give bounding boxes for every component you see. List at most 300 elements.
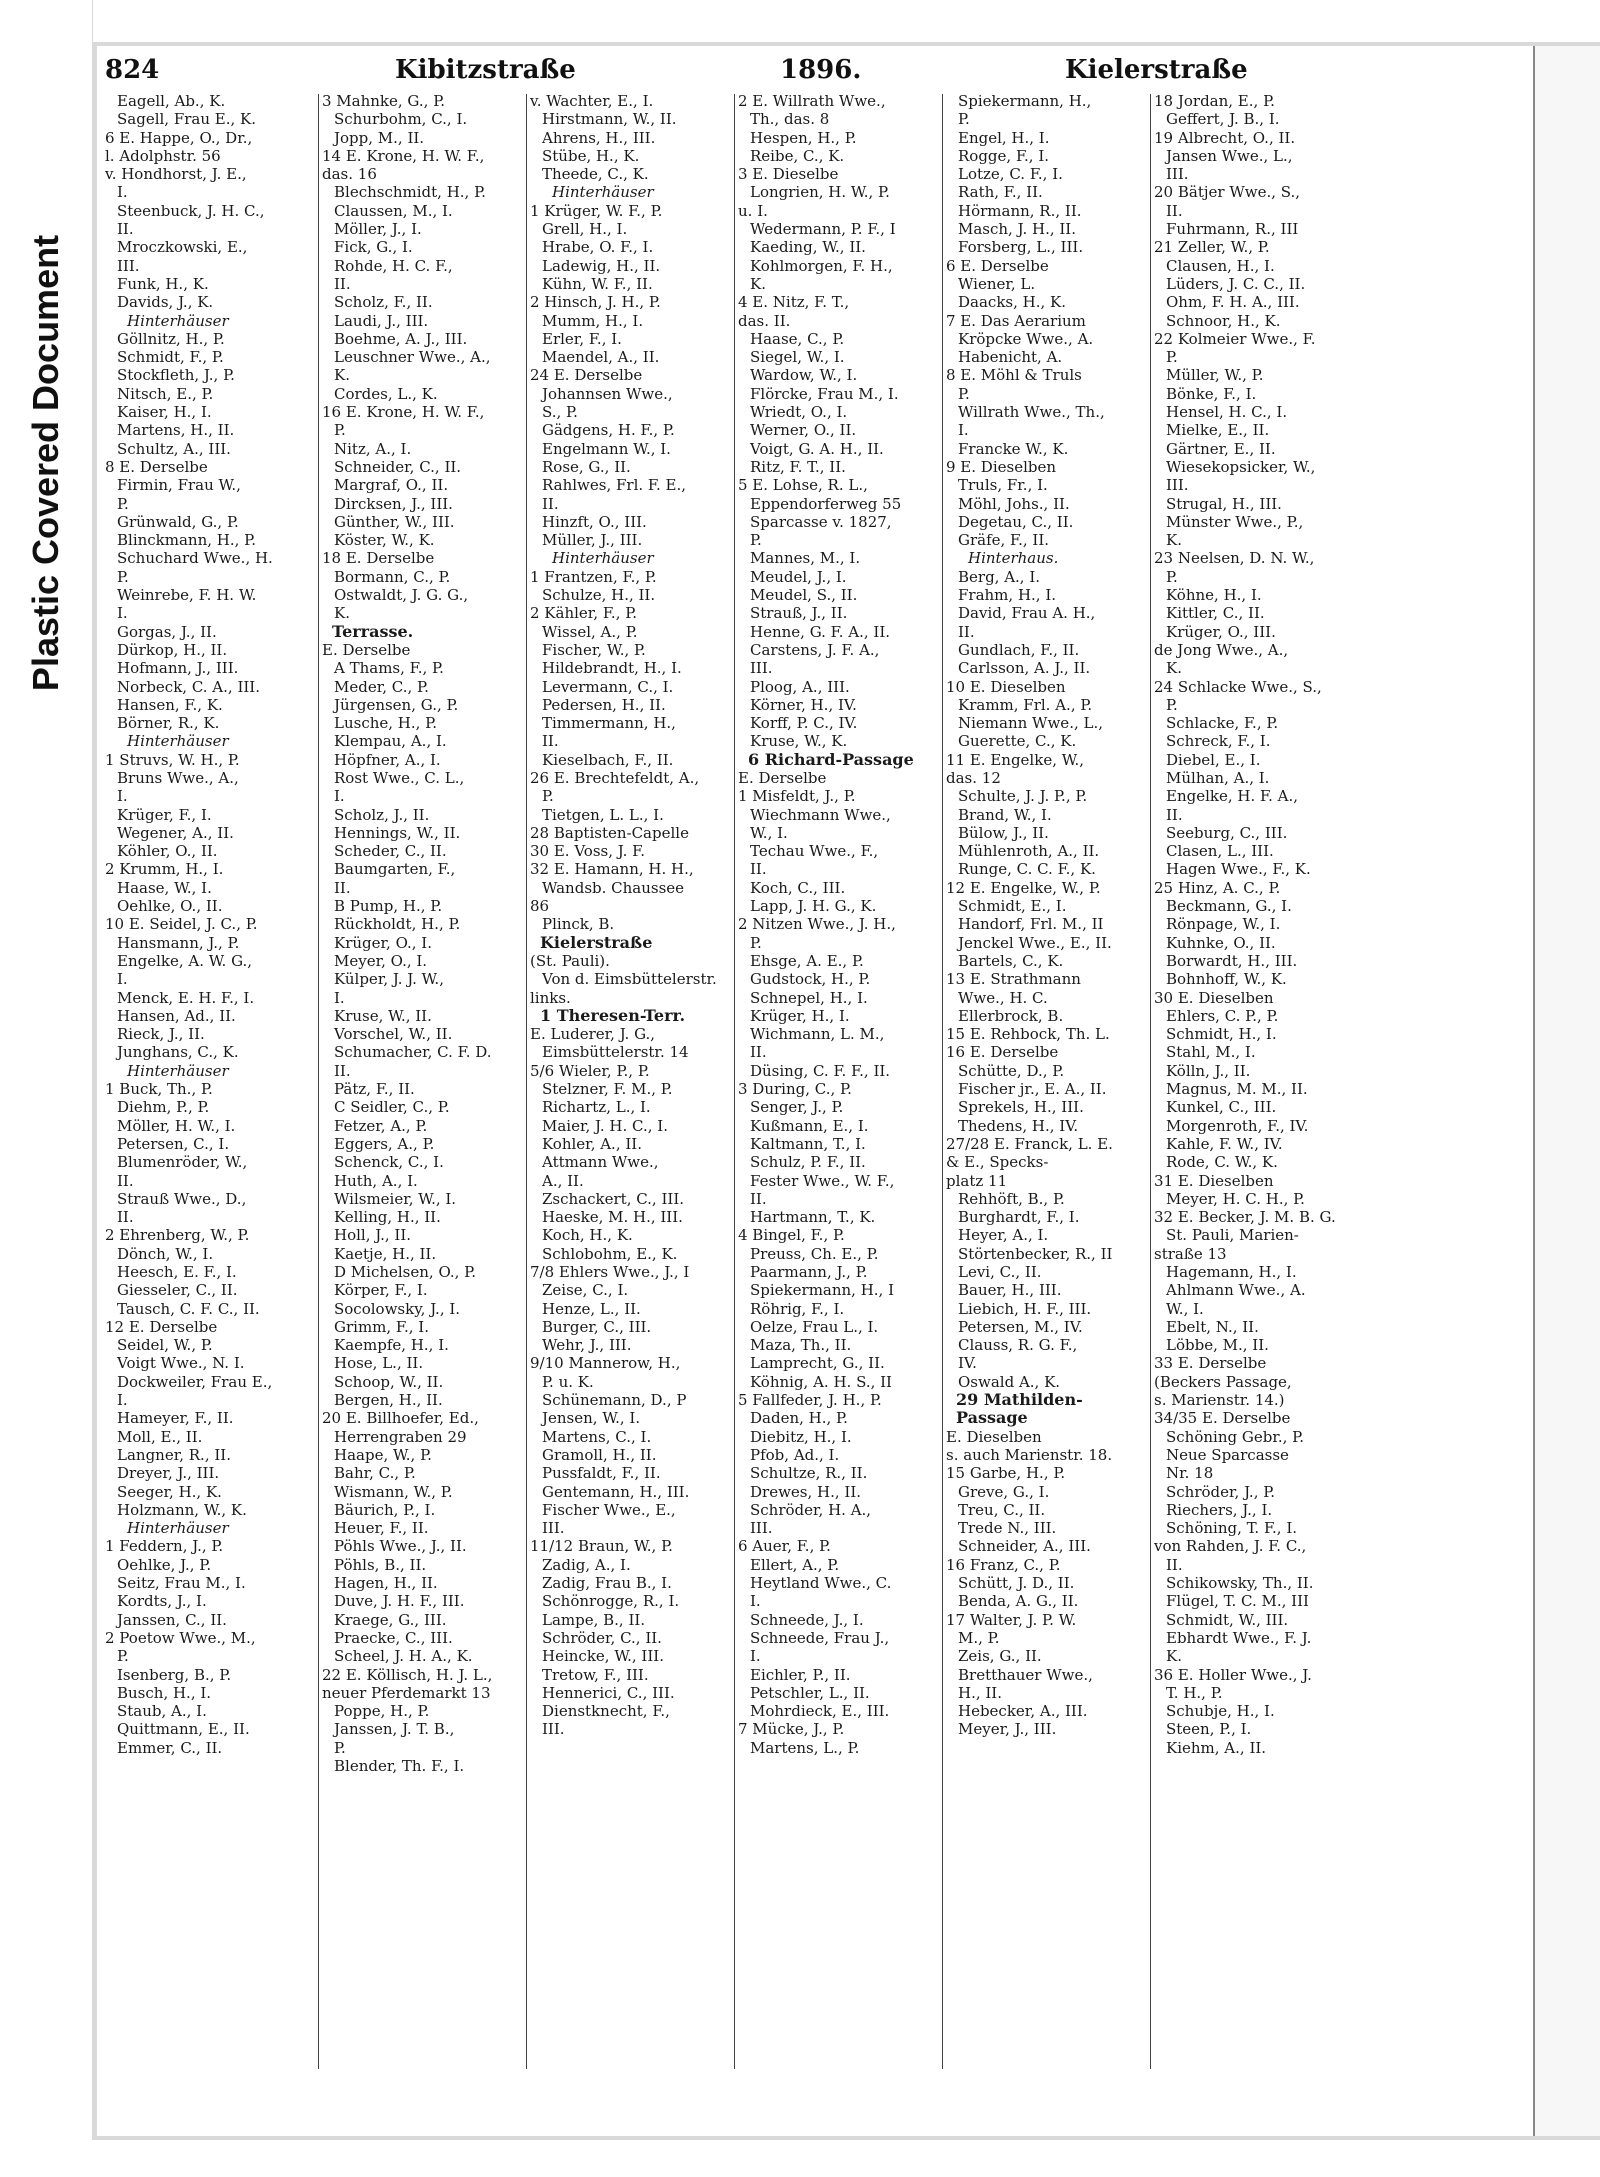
directory-entry: Bruns Wwe., A., xyxy=(117,768,239,787)
directory-entry: Rönpage, W., I. xyxy=(1166,915,1281,934)
directory-entry: Schreck, F., I. xyxy=(1166,732,1271,751)
directory-entry: Kröpcke Wwe., A. xyxy=(958,329,1094,348)
directory-entry: 16 Franz, C., P. xyxy=(946,1555,1061,1574)
directory-entry: Stockfleth, J., P. xyxy=(117,366,235,385)
directory-entry: Kuhnke, O., II. xyxy=(1166,933,1276,952)
directory-entry: Heesch, E. F., I. xyxy=(117,1263,237,1281)
directory-entry: Hansmann, J., P. xyxy=(117,933,240,952)
directory-entry: Holl, J., II. xyxy=(334,1226,412,1245)
directory-entry: Beckmann, G., I. xyxy=(1166,897,1292,916)
directory-entry: Kittler, C., II. xyxy=(1166,604,1265,623)
directory-entry: Schumacher, C. F. D. xyxy=(334,1043,492,1062)
directory-entry: Schröder, J., P. xyxy=(1166,1482,1276,1501)
directory-entry: Münster Wwe., P., xyxy=(1166,512,1304,531)
directory-entry: P. xyxy=(117,1647,129,1666)
directory-entry: Johannsen Wwe., xyxy=(542,384,673,403)
directory-entry: Neue Sparcasse xyxy=(1166,1445,1289,1464)
directory-entry: Mühlenroth, A., II. xyxy=(958,842,1100,861)
directory-entry: 1 Feddern, J., P. xyxy=(105,1537,224,1556)
directory-entry: 15 E. Rehbock, Th. L. xyxy=(946,1025,1110,1044)
directory-entry: Hartmann, T., K. xyxy=(750,1208,876,1227)
directory-entry: Mohrdieck, E., III. xyxy=(750,1702,890,1721)
directory-entry: s. auch Marienstr. 18. xyxy=(946,1445,1113,1464)
directory-entry: Schütt, J. D., II. xyxy=(958,1574,1075,1593)
directory-entry: Schneider, A., III. xyxy=(958,1537,1091,1556)
directory-entry: Boehme, A. J., III. xyxy=(334,329,468,348)
directory-entry: links. xyxy=(530,988,571,1007)
directory-entry: Strauß, J., II. xyxy=(750,604,848,623)
directory-entry: II. xyxy=(1166,201,1183,220)
directory-entry: Liebich, H. F., III. xyxy=(958,1299,1092,1318)
directory-entry: Bönke, F., I. xyxy=(1166,384,1257,403)
directory-entry: Diebel, E., I. xyxy=(1166,750,1261,769)
directory-entry: s. Marienstr. 14.) xyxy=(1154,1391,1285,1410)
directory-entry: Diebitz, H., I. xyxy=(750,1427,852,1446)
directory-entry: 3 Mahnke, G., P. xyxy=(322,92,446,110)
directory-entry: Wiechmann Wwe., xyxy=(750,805,891,824)
directory-entry: Engelke, A. W. G., xyxy=(117,951,253,970)
directory-entry: Spiekermann, H., xyxy=(958,92,1092,110)
directory-entry: Mroczkowski, E., xyxy=(117,238,248,257)
directory-entry: das. II. xyxy=(738,311,791,330)
directory-entry: Scholz, F., II. xyxy=(334,293,433,312)
directory-entry: 29 Mathilden- xyxy=(956,1390,1083,1410)
directory-entry: I. xyxy=(334,787,345,806)
directory-entry: B Pump, H., P. xyxy=(334,897,443,916)
directory-entry: Kaeding, W., II. xyxy=(750,238,866,257)
directory-entry: Fuhrmann, R., III xyxy=(1166,220,1299,239)
directory-entry: Kußmann, E., I. xyxy=(750,1116,869,1135)
directory-entry: Hinterhaus. xyxy=(968,549,1059,568)
directory-entry: Eichler, P., II. xyxy=(750,1665,851,1684)
directory-entry: Hagen, H., II. xyxy=(334,1574,438,1593)
directory-entry: Grünwald, G., P. xyxy=(117,512,239,531)
directory-entry: 5/6 Wieler, P., P. xyxy=(530,1061,650,1080)
directory-entry: 8 E. Möhl & Truls xyxy=(946,366,1082,385)
directory-entry: C Seidler, C., P. xyxy=(334,1098,450,1117)
directory-entry: 9/10 Mannerow, H., xyxy=(530,1354,681,1373)
directory-entry: 26 E. Brechtefeldt, A., xyxy=(530,768,700,787)
directory-entry: Jürgensen, G., P. xyxy=(334,695,459,714)
directory-entry: Eimsbüttelerstr. 14 xyxy=(542,1043,689,1062)
directory-entry: Gentemann, H., III. xyxy=(542,1482,690,1501)
directory-entry: Timmermann, H., xyxy=(542,714,676,733)
directory-entry: Ladewig, H., II. xyxy=(542,256,661,275)
directory-entry: Steenbuck, J. H. C., xyxy=(117,201,265,220)
directory-entry: Hennings, W., II. xyxy=(334,823,461,842)
directory-entry: Kaempfe, H., I. xyxy=(334,1336,449,1355)
directory-entry: Zschackert, C., III. xyxy=(542,1189,685,1208)
directory-entry: P. xyxy=(958,110,970,129)
directory-entry: Rieck, J., II. xyxy=(117,1025,205,1044)
directory-entry: T. H., P. xyxy=(1166,1683,1223,1702)
directory-entry: Hildebrandt, H., I. xyxy=(542,659,682,678)
directory-entry: Nitsch, E., P. xyxy=(117,384,214,403)
directory-entry: Gudstock, H., P. xyxy=(750,970,871,989)
directory-entry: Rose, G., II. xyxy=(542,457,631,476)
directory-entry: Schultz, A., III. xyxy=(117,439,231,458)
directory-entry: 1 Frantzen, F., P. xyxy=(530,567,657,586)
directory-entry: P. xyxy=(117,567,129,586)
directory-entry: P. xyxy=(750,531,762,550)
directory-entry: Bohnhoff, W., K. xyxy=(1166,970,1287,989)
page-header xyxy=(105,55,1248,95)
directory-entry: W., I. xyxy=(750,823,788,842)
directory-entry: Koch, H., K. xyxy=(542,1226,633,1245)
directory-entry: 4 E. Nitz, F. T., xyxy=(738,293,850,312)
directory-entry: Jansen Wwe., L., xyxy=(1166,146,1293,165)
directory-entry: Leuschner Wwe., A., xyxy=(334,348,491,367)
directory-entry: I. xyxy=(117,1391,128,1410)
directory-entry: Duve, J. H. F., III. xyxy=(334,1592,465,1611)
directory-entry: Wegener, A., II. xyxy=(117,823,234,842)
directory-entry: Levermann, C., I. xyxy=(542,677,674,696)
directory-entry: Meudel, J., I. xyxy=(750,567,847,586)
directory-entry: Bauer, H., III. xyxy=(958,1281,1062,1300)
directory-entry: Janssen, J. T. B., xyxy=(334,1720,455,1739)
directory-entry: Zeis, G., II. xyxy=(958,1647,1042,1666)
directory-entry: Schulz, P. F., II. xyxy=(750,1153,866,1172)
directory-entry: P. xyxy=(334,421,346,440)
directory-entry: Baumgarten, F., xyxy=(334,860,456,879)
directory-entry: E. Luderer, J. G., xyxy=(530,1025,656,1044)
directory-column-2 xyxy=(322,92,534,2072)
directory-entry: Krüger, F., I. xyxy=(117,805,212,824)
directory-entry: 1 Theresen-Terr. xyxy=(540,1005,686,1025)
directory-entry: Meudel, S., II. xyxy=(750,586,858,605)
directory-entry: IV. xyxy=(958,1354,977,1373)
directory-entry: Körner, H., IV. xyxy=(750,695,857,714)
directory-entry: Köhler, O., II. xyxy=(117,842,218,861)
directory-entry: 14 E. Krone, H. W. F., xyxy=(322,146,485,165)
directory-entry: P. xyxy=(1166,567,1178,586)
directory-entry: Schulze, H., II. xyxy=(542,586,656,605)
page-year: 1896. xyxy=(780,55,862,85)
directory-entry: Rogge, F., I. xyxy=(958,146,1050,165)
directory-entry: Schulte, J. J. P., P. xyxy=(958,787,1088,806)
directory-entry: Flügel, T. C. M., III xyxy=(1166,1592,1309,1611)
directory-entry: Blumenröder, W., xyxy=(117,1153,248,1172)
directory-entry: Dockweiler, Frau E., xyxy=(117,1372,273,1391)
directory-entry: II. xyxy=(750,1189,767,1208)
directory-entry: H., II. xyxy=(958,1683,1003,1702)
directory-entry: Scheel, J. H. A., K. xyxy=(334,1647,473,1666)
directory-entry: Ehlers, C. P., P. xyxy=(1166,1006,1279,1025)
directory-entry: Funk, H., K. xyxy=(117,274,209,293)
directory-entry: Hansen, Ad., II. xyxy=(117,1006,236,1025)
directory-entry: Wehr, J., III. xyxy=(542,1336,632,1355)
left-street-title: Kibitzstraße xyxy=(395,55,576,85)
directory-entry: Rohde, H. C. F., xyxy=(334,256,453,275)
directory-entry: Hagen Wwe., F., K. xyxy=(1166,860,1311,879)
directory-entry: II. xyxy=(1166,1555,1183,1574)
directory-entry: Rath, F., II. xyxy=(958,183,1043,202)
directory-entry: Clasen, L., III. xyxy=(1166,842,1274,861)
directory-entry: P. xyxy=(542,787,554,806)
directory-entry: 2 Nitzen Wwe., J. H., xyxy=(738,915,896,934)
directory-entry: 20 Bätjer Wwe., S., xyxy=(1154,183,1301,202)
directory-entry: Düsing, C. F. F., II. xyxy=(750,1061,891,1080)
directory-entry: Kruse, W., II. xyxy=(334,1006,432,1025)
directory-entry: II. xyxy=(750,860,767,879)
directory-entry: Krüger, O., III. xyxy=(1166,622,1276,641)
directory-entry: 86 xyxy=(530,897,550,916)
directory-entry: 32 E. Hamann, H. H., xyxy=(530,860,694,879)
directory-entry: Störtenbecker, R., II xyxy=(958,1244,1113,1263)
directory-entry: II. xyxy=(334,274,351,293)
directory-entry: Maier, J. H. C., I. xyxy=(542,1116,668,1135)
directory-entry: Mumm, H., I. xyxy=(542,311,644,330)
directory-entry: Köhne, H., I. xyxy=(1166,586,1262,605)
directory-entry: Steen, P., I. xyxy=(1166,1720,1252,1739)
directory-entry: Ebelt, N., II. xyxy=(1166,1317,1259,1336)
directory-entry: II. xyxy=(542,494,559,513)
directory-entry: Hinterhäuser xyxy=(127,1061,229,1080)
directory-entry: 12 E. Engelke, W., P. xyxy=(946,878,1101,897)
directory-entry: Senger, J., P. xyxy=(750,1098,844,1117)
directory-entry: 22 Kolmeier Wwe., F. xyxy=(1154,329,1316,348)
directory-entry: 30 E. Voss, J. F. xyxy=(530,842,645,861)
directory-entry: 36 E. Holler Wwe., J. xyxy=(1154,1665,1312,1684)
directory-entry: Diehm, P., P. xyxy=(117,1098,210,1117)
directory-entry: P. u. K. xyxy=(542,1372,594,1391)
directory-entry: Gärtner, E., II. xyxy=(1166,439,1276,458)
directory-entry: v. Hondhorst, J. E., xyxy=(105,165,247,184)
directory-entry: P. xyxy=(334,1738,346,1757)
directory-entry: 6 Auer, F., P. xyxy=(738,1537,831,1556)
directory-entry: Möhl, Johs., II. xyxy=(958,494,1070,513)
directory-entry: Hörmann, R., II. xyxy=(958,201,1082,220)
directory-entry: Schneider, C., II. xyxy=(334,457,462,476)
directory-entry: I. xyxy=(750,1592,761,1611)
directory-entry: Techau Wwe., F., xyxy=(750,842,879,861)
directory-entry: Külper, J. J. W., xyxy=(334,970,444,989)
directory-entry: Burger, C., III. xyxy=(542,1317,652,1336)
directory-entry: Börner, R., K. xyxy=(117,714,220,733)
directory-entry: Jopp, M., II. xyxy=(334,128,425,147)
directory-entry: Schröder, C., II. xyxy=(542,1628,662,1647)
directory-entry: Morgenroth, F., IV. xyxy=(1166,1116,1309,1135)
directory-entry: Wismann, W., P. xyxy=(334,1482,453,1501)
directory-entry: 1 Krüger, W. F., P. xyxy=(530,201,663,220)
directory-entry: 5 E. Lohse, R. L., xyxy=(738,476,868,495)
directory-entry: Ellerbrock, B. xyxy=(958,1006,1064,1025)
directory-entry: Isenberg, B., P. xyxy=(117,1665,232,1684)
directory-entry: Seitz, Frau M., I. xyxy=(117,1574,246,1593)
directory-entry: III. xyxy=(1166,165,1189,184)
directory-entry: Vorschel, W., II. xyxy=(334,1025,453,1044)
directory-entry: Tausch, C. F. C., II. xyxy=(117,1299,260,1318)
directory-entry: Blechschmidt, H., P. xyxy=(334,183,486,202)
directory-entry: Kahle, F. W., IV. xyxy=(1166,1134,1283,1153)
directory-entry: Hespen, H., P. xyxy=(750,128,857,147)
directory-entry: Blender, Th. F., I. xyxy=(334,1757,465,1776)
directory-entry: Möller, J., I. xyxy=(334,220,422,239)
directory-entry: Mannes, M., I. xyxy=(750,549,861,568)
directory-entry: 2 E. Willrath Wwe., xyxy=(738,92,886,110)
directory-entry: Levi, C., II. xyxy=(958,1263,1042,1281)
directory-entry: I. xyxy=(117,183,128,202)
directory-entry: I. xyxy=(750,1647,761,1666)
directory-entry: Hinterhäuser xyxy=(127,732,229,751)
directory-entry: Moll, E., II. xyxy=(117,1427,203,1446)
directory-entry: Bartels, C., K. xyxy=(958,951,1064,970)
directory-entry: (Beckers Passage, xyxy=(1154,1372,1292,1391)
directory-entry: II. xyxy=(117,1208,134,1227)
directory-entry: Schlacke, F., P. xyxy=(1166,714,1279,733)
directory-entry: Claussen, M., I. xyxy=(334,201,453,220)
directory-entry: Seeburg, C., III. xyxy=(1166,823,1288,842)
directory-entry: Schröder, H. A., xyxy=(750,1500,872,1519)
directory-entry: 8 E. Derselbe xyxy=(105,457,208,476)
directory-entry: Wwe., H. C. xyxy=(958,988,1048,1007)
directory-entry: Tretow, F., III. xyxy=(542,1665,649,1684)
directory-column-6 xyxy=(1154,92,1366,2072)
directory-entry: Siegel, W., I. xyxy=(750,348,845,367)
directory-entry: Bäurich, P., I. xyxy=(334,1500,436,1519)
directory-entry: Müller, J., III. xyxy=(542,531,643,550)
directory-entry: Oswald A., K. xyxy=(958,1372,1061,1391)
directory-entry: Heytland Wwe., C. xyxy=(750,1574,892,1593)
directory-entry: Burghardt, F., I. xyxy=(958,1208,1080,1227)
directory-entry: Möller, H. W., I. xyxy=(117,1116,236,1135)
directory-entry: Lusche, H., P. xyxy=(334,714,438,733)
directory-entry: Hinterhäuser xyxy=(127,1519,229,1538)
directory-entry: Wriedt, O., I. xyxy=(750,403,848,422)
directory-entry: Fick, G., I. xyxy=(334,238,413,257)
directory-entry: 24 Schlacke Wwe., S., xyxy=(1154,677,1322,696)
directory-entry: II. xyxy=(1166,805,1183,824)
directory-entry: 22 E. Köllisch, H. J. L., xyxy=(322,1665,493,1684)
directory-entry: K. xyxy=(750,274,766,293)
directory-entry: Voigt, G. A. H., II. xyxy=(750,439,884,458)
directory-column-4 xyxy=(738,92,950,2072)
directory-entry: Terrasse. xyxy=(332,621,414,641)
directory-entry: Mülhan, A., I. xyxy=(1166,768,1270,787)
directory-entry: Dreyer, J., III. xyxy=(117,1464,220,1483)
directory-entry: Laudi, J., III. xyxy=(334,311,429,330)
directory-entry: Nr. 18 xyxy=(1166,1464,1214,1483)
directory-entry: Socolowsky, J., I. xyxy=(334,1299,461,1318)
directory-entry: I. xyxy=(117,970,128,989)
side-label xyxy=(0,0,93,925)
directory-entry: Schmidt, H., I. xyxy=(1166,1025,1277,1044)
directory-entry: A., II. xyxy=(542,1171,584,1190)
directory-entry: Margraf, O., II. xyxy=(334,476,449,495)
directory-entry: Riechers, J., I. xyxy=(1166,1500,1273,1519)
directory-entry: Theede, C., K. xyxy=(542,165,649,184)
directory-entry: Haase, C., P. xyxy=(750,329,845,348)
directory-entry: Lüders, J. C. C., II. xyxy=(1166,274,1306,293)
directory-entry: Brand, W., I. xyxy=(958,805,1052,824)
directory-entry: 25 Hinz, A. C., P. xyxy=(1154,878,1281,897)
directory-entry: Mielke, E., II. xyxy=(1166,421,1270,440)
directory-entry: Dienstknecht, F., xyxy=(542,1702,670,1721)
directory-entry: Spiekermann, H., I xyxy=(750,1281,895,1300)
directory-entry: Greve, G., I. xyxy=(958,1482,1050,1501)
directory-entry: platz 11 xyxy=(946,1171,1008,1190)
directory-entry: Göllnitz, H., P. xyxy=(117,329,225,348)
directory-entry: Klempau, A., I. xyxy=(334,732,447,751)
directory-entry: Ohm, F. H. A., III. xyxy=(1166,293,1300,312)
directory-entry: Junghans, C., K. xyxy=(117,1043,239,1062)
directory-entry: Oehlke, O., II. xyxy=(117,897,223,916)
directory-entry: Firmin, Frau W., xyxy=(117,476,241,495)
directory-entry: Grimm, F., I. xyxy=(334,1317,430,1336)
directory-entry: Gädgens, H. F., P. xyxy=(542,421,675,440)
directory-entry: Clausen, H., I. xyxy=(1166,256,1275,275)
directory-entry: Martens, L., P. xyxy=(750,1738,860,1757)
directory-entry: III. xyxy=(542,1519,565,1538)
directory-entry: II. xyxy=(542,732,559,751)
directory-entry: Schultze, R., II. xyxy=(750,1464,868,1483)
directory-entry: Kaiser, H., I. xyxy=(117,403,212,422)
directory-entry: Müller, W., P. xyxy=(1166,366,1264,385)
directory-entry: Flörcke, Frau M., I. xyxy=(750,384,899,403)
directory-entry: 33 E. Derselbe xyxy=(1154,1354,1267,1373)
directory-entry: Seidel, W., P. xyxy=(117,1336,213,1355)
directory-entry: Oelze, Frau L., I. xyxy=(750,1317,879,1336)
directory-entry: Schubje, H., I. xyxy=(1166,1702,1275,1721)
directory-entry: 23 Neelsen, D. N. W., xyxy=(1154,549,1315,568)
directory-entry: II. xyxy=(750,1043,767,1062)
directory-entry: K. xyxy=(1166,531,1182,550)
directory-entry: Drewes, H., II. xyxy=(750,1482,862,1501)
directory-entry: von Rahden, J. F. C., xyxy=(1154,1537,1307,1556)
directory-entry: Carstens, J. F. A., xyxy=(750,640,880,659)
directory-entry: Schurbohm, C., I. xyxy=(334,110,468,129)
directory-entry: Schenck, C., I. xyxy=(334,1153,444,1172)
directory-entry: Schoop, W., II. xyxy=(334,1372,444,1391)
directory-entry: Dönch, W., I. xyxy=(117,1244,214,1263)
directory-entry: Rehhöft, B., P. xyxy=(958,1189,1065,1208)
directory-entry: Kölln, J., II. xyxy=(1166,1061,1251,1080)
directory-entry: Heuer, F., II. xyxy=(334,1519,429,1538)
directory-entry: Tietgen, L. L., I. xyxy=(542,805,664,824)
directory-entry: Pätz, F., II. xyxy=(334,1080,415,1099)
directory-entry: Hennerici, C., III. xyxy=(542,1683,675,1702)
directory-entry: Schmidt, F., P. xyxy=(117,348,224,367)
directory-entry: Fetzer, A., P. xyxy=(334,1116,428,1135)
directory-entry: 3 During, C., P. xyxy=(738,1080,852,1099)
directory-entry: Kohler, A., II. xyxy=(542,1134,642,1153)
directory-entry: St. Pauli, Marien- xyxy=(1166,1226,1299,1245)
directory-entry: Schneede, J., I. xyxy=(750,1610,864,1629)
directory-entry: W., I. xyxy=(1166,1299,1204,1318)
directory-entry: Thedens, H., IV. xyxy=(958,1116,1079,1135)
directory-entry: Wedermann, P. F., I xyxy=(750,220,896,239)
directory-entry: Hinterhäuser xyxy=(552,183,654,202)
directory-entry: Weinrebe, F. H. W. xyxy=(117,586,257,605)
directory-entry: E. Derselbe xyxy=(322,640,411,659)
directory-entry: Körper, F., I. xyxy=(334,1281,428,1300)
directory-entry: Heyer, A., I. xyxy=(958,1226,1049,1245)
directory-entry: Schneede, Frau J., xyxy=(750,1628,890,1647)
directory-entry: A Thams, F., P. xyxy=(334,659,444,678)
directory-entry: Petersen, M., IV. xyxy=(958,1317,1083,1336)
directory-entry: Haape, W., P. xyxy=(334,1445,432,1464)
directory-entry: 2 Poetow Wwe., M., xyxy=(105,1628,256,1647)
directory-entry: 27/28 E. Franck, L. E. xyxy=(946,1134,1113,1153)
directory-entry: Huth, A., I. xyxy=(334,1171,418,1190)
directory-entry: Schikowsky, Th., II. xyxy=(1166,1574,1314,1593)
directory-entry: II. xyxy=(117,220,134,239)
directory-entry: E. Dieselben xyxy=(946,1427,1042,1446)
directory-entry: Sagell, Frau E., K. xyxy=(117,110,257,129)
directory-entry: Wichmann, L. M., xyxy=(750,1025,885,1044)
directory-entry: Kielerstraße xyxy=(540,932,653,952)
directory-entry: 31 E. Dieselben xyxy=(1154,1171,1274,1190)
